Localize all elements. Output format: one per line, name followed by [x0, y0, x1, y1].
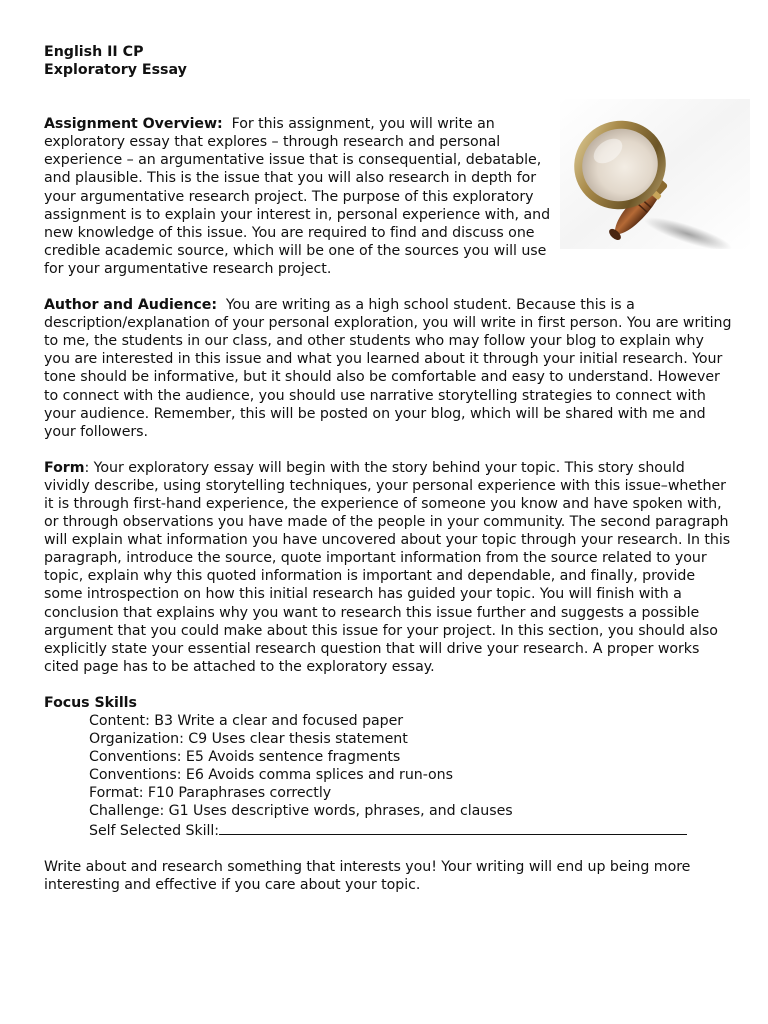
- self-selected-skill-label: Self Selected Skill:: [89, 822, 220, 839]
- focus-skills: [44, 694, 734, 840]
- magnifying-glass-icon: [560, 99, 750, 249]
- magnifying-glass-illustration: [560, 99, 750, 249]
- document-title: Exploratory Essay: [44, 62, 187, 79]
- closing-note: Write about and research something that interests you! Your writing will end up being more interesting and effective if you care about your topic.: [44, 858, 691, 893]
- self-selected-skill-blank: [219, 821, 687, 835]
- focus-skills-list: [44, 712, 734, 840]
- author-audience: [44, 296, 734, 441]
- assignment-overview: [44, 115, 734, 278]
- document-page: [44, 43, 734, 912]
- form-text: : Your exploratory essay will begin with the story behind your topic. This story should vividly describe, using storytelling techniques, your personal experience with this issue–whether it is through first-hand experience, the experience of someone you know and have spoken with, or through observations you have made of the people in your community. The second paragraph will explain what information you have uncovered about your topic through your research. In this paragraph, introduce the source, quote important information from the source related to your topic, explain why this quoted information is important and dependable, and finally, provide some introspection on how this initial research has guided your topic. You will finish with a conclusion that explains why you want to research this issue further and suggests a possible argument that you could make about this issue for your project. In this section, you should also explicitly state your essential research question that will drive your research. A proper works cited page has to be attached to the exploratory essay.: [44, 459, 731, 675]
- skill-item: Conventions: E6 Avoids comma splices and run-ons: [89, 767, 453, 784]
- form-section: [44, 459, 734, 676]
- focus-skills-heading: Focus Skills: [44, 694, 137, 711]
- author-audience-heading: Author and Audience:: [44, 297, 217, 314]
- skill-item: Conventions: E5 Avoids sentence fragments: [89, 749, 401, 766]
- overview-text: For this assignment, you will write an exploratory essay that explores – through research and personal experience – an argumentative issue that is consequential, debatable, and plausible. This is the issue that you will also research in depth for your argumentative research project. The purpose of this exploratory assignment is to explain your interest in, personal experience with, and new knowledge of this issue. You are required to find and discuss one credible academic source, which will be one of the sources you will use for your argumentative research project.: [44, 116, 551, 277]
- skill-item: Format: F10 Paraphrases correctly: [89, 785, 332, 802]
- overview-heading: Assignment Overview:: [44, 116, 223, 133]
- course-name: English II CP: [44, 44, 144, 60]
- skill-item: Content: B3 Write a clear and focused paper: [89, 713, 404, 729]
- document-header: [44, 43, 734, 79]
- self-selected-skill: [89, 821, 734, 840]
- skill-item: Challenge: G1 Uses descriptive words, phrases, and clauses: [89, 803, 513, 820]
- form-heading: Form: [44, 459, 85, 476]
- author-audience-text: You are writing as a high school student. Because this is a description/explanation of your personal exploration, you will write in first person. You are writing to me, the students in our class, and other students who may follow your blog to explain why you are interested in this issue and what you learned about it through your initial research. Your tone should be informative, but it should also be comfortable and easy to understand. However to connect with the audience, you should use narrative storytelling strategies to connect with your audience. Remember, this will be posted on your blog, which will be shared with me and your followers.: [44, 297, 732, 440]
- skill-item: Organization: C9 Uses clear thesis statement: [89, 731, 408, 748]
